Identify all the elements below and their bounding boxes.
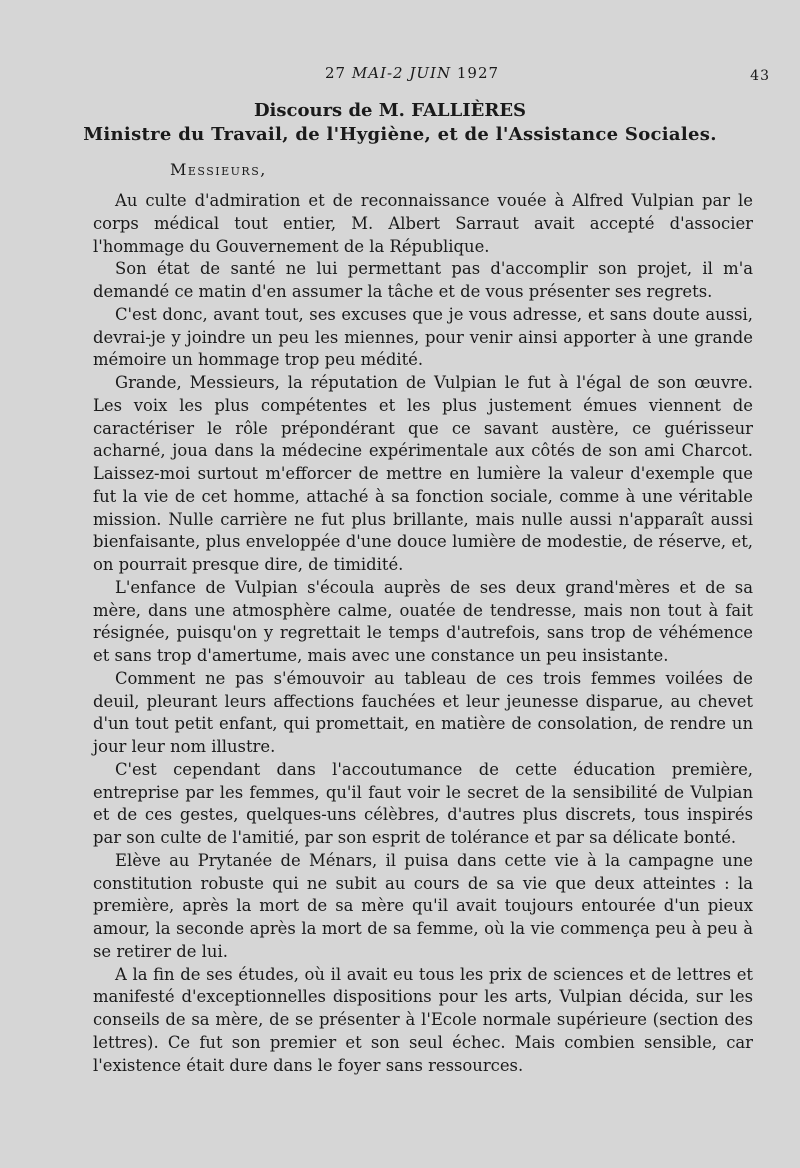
paragraph: C'est donc, avant tout, ses excuses que je vous adresse, et sans doute aussi, devrai-je y joindre un peu les miennes, pour venir ainsi apporter à une grande mémoire un hommage trop peu médité. (93, 304, 753, 370)
speech-subtitle: Ministre du Travail, de l'Hygiène, et de l'Assistance Sociales. (83, 124, 717, 145)
paragraph: Elève au Prytanée de Ménars, il puisa dans cette vie à la campagne une constitution robuste qui ne subit au cours de sa vie que deux atteintes : la première, après la mort de sa mère qu'il avait toujours entourée d'un pieux amour, la seconde après la mort de sa femme, où la vie commença peu à peu à se retirer de lui. (93, 850, 753, 961)
paragraph: Son état de santé ne lui permettant pas d'accomplir son projet, il m'a demandé ce matin d'en assumer la tâche et de vous présenter ses regrets. (93, 259, 753, 301)
paragraph: A la fin de ses études, où il avait eu tous les prix de sciences et de lettres et manifesté d'exceptionnelles dispositions pour les arts, Vulpian décida, sur les conseils de sa mère, de se présenter à l'Ecole normale supérieure (section des lettres). Ce fut son premier et son seul échec. Mais combien sensible, car l'existence était dure dans le foyer sans ressources. (93, 964, 753, 1075)
speech-body (93, 190, 753, 1077)
header-date-months: MAI-2 JUIN (351, 64, 452, 82)
page-number: 43 (750, 68, 770, 84)
paragraph: L'enfance de Vulpian s'écoula auprès de ses deux grand'mères et de sa mère, dans une atmosphère calme, ouatée de tendresse, mais non tout à fait résignée, puisqu'on y regrettait le temps d'autrefois, sans trop de véhémence et sans trop d'amertume, mais avec une constance un peu insistante. (93, 577, 753, 665)
salutation: Messieurs, (170, 160, 267, 179)
header-date: 27 MAI-2 JUIN 1927 (325, 64, 500, 82)
paragraph: Comment ne pas s'émouvoir au tableau de ces trois femmes voilées de deuil, pleurant leurs affections fauchées et leur jeunesse disparue, au chevet d'un tout petit enfant, qui promettait, en matière de consolation, de rendre un jour leur nom illustre. (93, 668, 753, 756)
paragraph: C'est cependant dans l'accoutumance de cette éducation première, entreprise par les femmes, qu'il faut voir le secret de la sensibilité de Vulpian et de ces gestes, quelques-uns célèbres, d'autres plus discrets, tous inspirés par son culte de l'amitié, par son esprit de tolérance et par sa délicate bonté. (93, 759, 753, 847)
paragraph: Au culte d'admiration et de reconnaissance vouée à Alfred Vulpian par le corps médical tout entier, M. Albert Sarraut avait accepté d'associer l'hommage du Gouvernement de la République. (93, 191, 753, 256)
running-header (0, 60, 800, 84)
paragraph: Grande, Messieurs, la réputation de Vulpian le fut à l'égal de son œuvre. Les voix les plus compétentes et les plus justement émues viennent de caractériser le rôle prépondérant que ce savant austère, ce guérisseur acharné, joua dans la médecine expérimentale aux côtés de son ami Charcot. Laissez-moi surtout m'efforcer de mettre en lumière la valeur d'exemple que fut la vie de cet homme, attaché à sa fonction sociale, comme à une véritable mission. Nulle carrière ne fut plus brillante, mais nulle aussi n'apparaît aussi bienfaisante, plus enveloppée d'une douce lumière de modestie, de réserve, et, on pourrait presque dire, de timidité. (93, 373, 753, 574)
speech-title: Discours de M. FALLIÈRES (253, 100, 527, 121)
